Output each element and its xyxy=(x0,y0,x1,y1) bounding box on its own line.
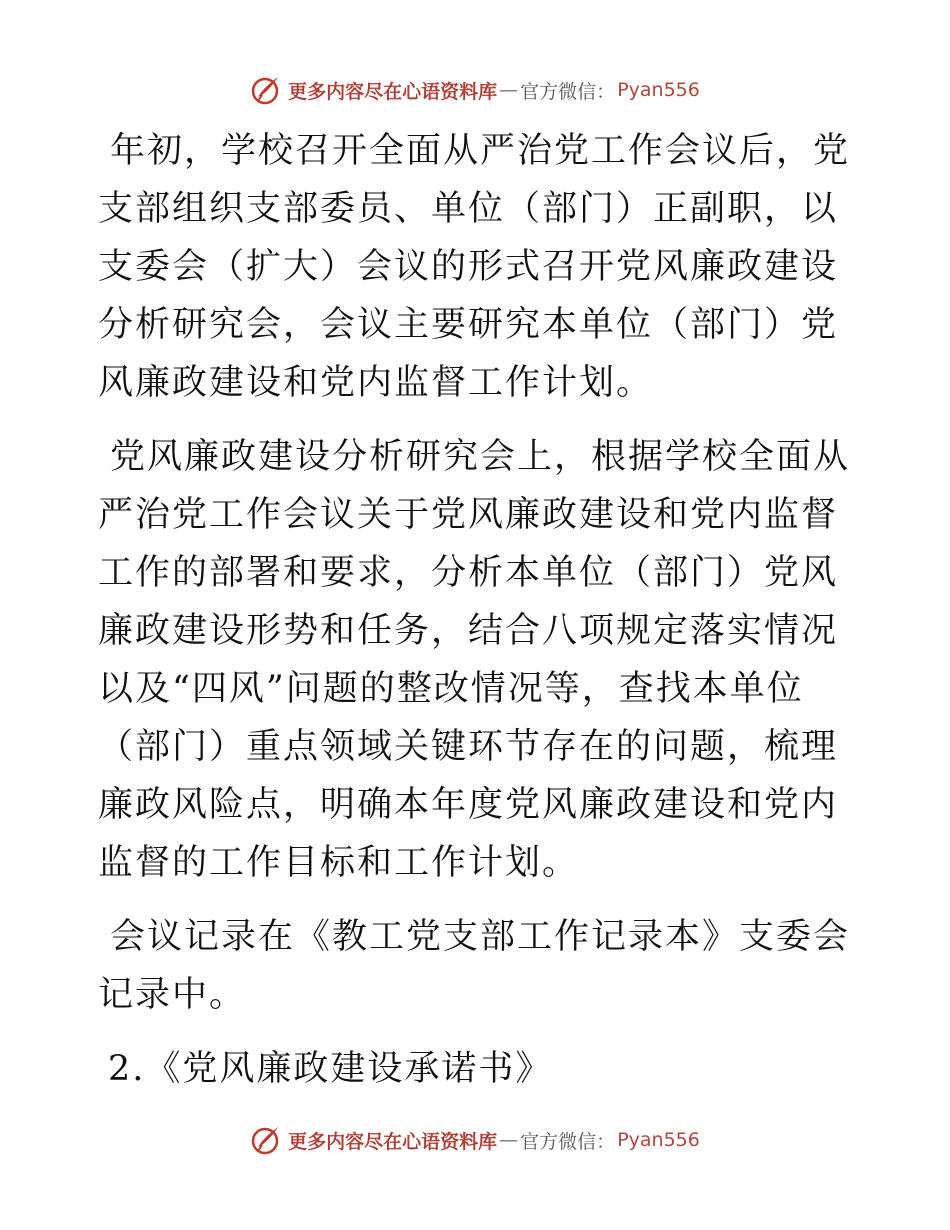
watermark-wechat-id: Pyan556 xyxy=(617,79,700,101)
document-body xyxy=(98,122,858,1114)
paragraph-3: 会议记录在《教工党支部工作记录本》支委会记录中。 xyxy=(98,917,851,1015)
watermark-wechat-id: Pyan556 xyxy=(617,1129,700,1151)
watermark-wechat-label: 官方微信： xyxy=(520,80,616,103)
section-heading: 2.《党风廉政建设承诺书》 xyxy=(108,1049,553,1089)
watermark-wechat-label: 官方微信： xyxy=(520,1130,616,1153)
paragraph-2: 党风廉政建设分析研究会上，根据学校全面从严治党工作会议关于党风廉政建设和党内监督工作的部署和要求，分析本单位（部门）党风廉政建设形势和任务，结合八项规定落实情况以及“四风”问题的整改情况等，查找本单位（部门）重点领域关键环节存在的问题，梳理廉政风险点，明确本年度党风廉政建设和党内监督的工作目标和工作计划。 xyxy=(98,437,851,883)
watermark-separator: — xyxy=(499,1129,519,1151)
quill-pen-logo-icon xyxy=(250,1123,284,1157)
paragraph-1: 年初，学校召开全面从严治党工作会议后，党支部组织支部委员、单位（部门）正副职，以支委会（扩大）会议的形式召开党风廉政建设分析研究会，会议主要研究本单位（部门）党风廉政建设和党内监督工作计划。 xyxy=(98,131,851,403)
header-watermark xyxy=(0,70,950,110)
watermark-separator: — xyxy=(499,79,519,101)
watermark-brand: 更多内容尽在心语资料库 xyxy=(288,1130,498,1153)
footer-watermark xyxy=(0,1120,950,1160)
quill-pen-logo-icon xyxy=(250,73,284,107)
watermark-brand: 更多内容尽在心语资料库 xyxy=(288,80,498,103)
